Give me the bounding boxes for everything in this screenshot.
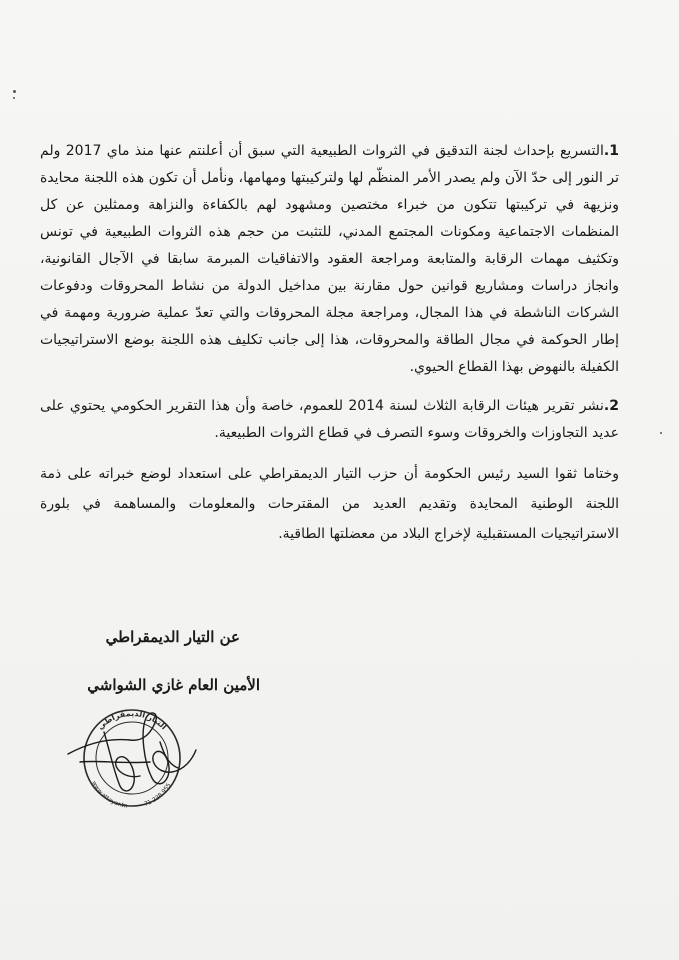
stamp-ring-text: التيار الديمقراطي [95, 708, 169, 732]
scan-speck [660, 432, 662, 434]
numbered-paragraph [40, 393, 619, 447]
paragraph-2 [40, 393, 619, 447]
paragraph-1 [40, 138, 619, 381]
paragraph-number: 1. [603, 143, 619, 159]
scan-speck [13, 97, 15, 99]
scan-speck [13, 90, 16, 93]
party-stamp [60, 702, 200, 812]
signature-org: عن التيار الديمقراطي [105, 628, 240, 646]
stamp-website: www.attayar.tn [90, 779, 128, 810]
closing-paragraph: وختاما ثقوا السيد رئيس الحكومة أن حزب التيار الديمقراطي على استعداد لوضع خبراته على ذمة اللجنة الوطنية المحايدة وتقديم العديد من المقترحات والمعلومات والمساهمة في بلورة الاستراتيجيات المستقبلية لإخراج البلاد من معضلتها الطاقية. [40, 466, 619, 542]
paragraph-text: نشر تقرير هيئات الرقابة الثلاث لسنة 2014 للعموم، خاصة وأن هذا التقرير الحكومي يحتوي على عديد التجاوزات والخروقات وسوء التصرف في قطاع الثروات الطبيعية. [40, 398, 619, 441]
paragraph-number: 2. [603, 398, 619, 414]
stamp-phone: 71 238 955 [143, 782, 173, 808]
paragraph-text: التسريع بإحداث لجنة التدقيق في الثروات الطبيعية التي سبق أن أعلنتم عنها منذ ماي 2017 ولم تر النور إلى حدّ الآن ولم يصدر الأمر المنظّم لها ولتركيبتها ومهامها، ونأمل أن تكون هذه اللجنة محايدة ونزيهة في تركيبتها تتكون من خبراء مختصين ومشهود لهم بالكفاءة والنزاهة وممثلين عن كل المنظمات الاجتماعية ومكونات المجتمع المدني، للتثبت من حجم هذه الثروات الطبيعية في تونس وتكثيف مهمات الرقابة والمتابعة ومراجعة العقود والاتفاقيات المبرمة سابقا في الآجال القانونية، وانجاز دراسات ومشاريع قوانين حول مقارنة بين مداخيل الدولة من نشاط المحروقات ودفوعات الشركات الناشطة في هذا المجال، ومراجعة مجلة المحروقات والتي تعدّ عملية ضرورية ومهمة في إطار الحوكمة في مجال الطاقة والمحروقات، هذا إلى جانب تكليف هذه اللجنة بوضع الاستراتيجيات الكفيلة بالنهوض بهذا القطاع الحيوي. [40, 143, 619, 375]
letter-body [40, 138, 619, 563]
numbered-paragraph [40, 138, 619, 381]
handwritten-signature [68, 713, 196, 791]
signature-name: الأمين العام غازي الشواشي [87, 676, 260, 694]
